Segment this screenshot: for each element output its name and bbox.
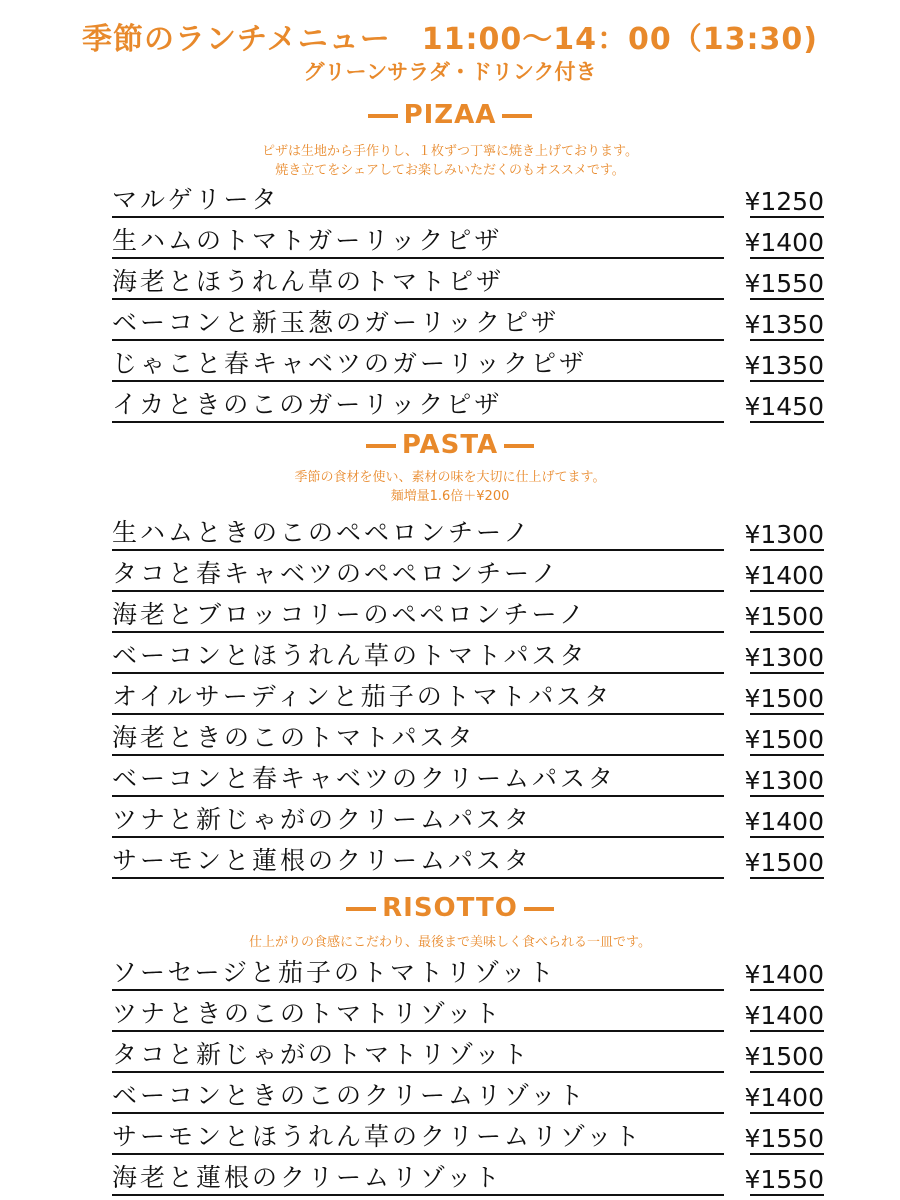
item-name: 海老とほうれん草のトマトピザ <box>112 267 505 296</box>
underline <box>112 713 724 715</box>
menu-item <box>112 720 824 756</box>
underline <box>112 1112 724 1114</box>
item-price: ¥1400 <box>744 960 824 989</box>
pizza-desc-line-1: ピザは生地から手作りし、１枚ずつ丁寧に焼き上げております。 <box>262 144 638 159</box>
item-name: ベーコンとほうれん草のトマトパスタ <box>112 641 588 670</box>
item-price: ¥1500 <box>744 684 824 713</box>
item-name: じゃこと春キャベツのガーリックピザ <box>112 349 588 378</box>
price-underline <box>750 1194 824 1196</box>
item-name: ベーコンときのこのクリームリゾット <box>112 1081 587 1110</box>
underline <box>112 672 724 674</box>
item-price: ¥1550 <box>744 1165 824 1194</box>
price-underline <box>750 1071 824 1073</box>
underline <box>112 257 724 259</box>
item-price: ¥1350 <box>744 310 824 339</box>
item-name: 海老とブロッコリーのペペロンチーノ <box>112 600 588 629</box>
title-dash <box>504 444 534 448</box>
menu-item <box>112 597 824 633</box>
pizza-description <box>0 142 900 180</box>
title-dash <box>524 907 554 911</box>
menu-item <box>112 1119 824 1155</box>
underline <box>112 421 724 423</box>
title-dash <box>502 114 532 118</box>
item-price: ¥1300 <box>744 643 824 672</box>
menu-item <box>112 1160 824 1196</box>
underline <box>112 836 724 838</box>
menu-item <box>112 515 824 551</box>
item-name: サーモンと蓮根のクリームパスタ <box>112 846 533 875</box>
risotto-title-text: RISOTTO <box>382 893 518 923</box>
underline <box>112 754 724 756</box>
item-price: ¥1400 <box>744 807 824 836</box>
menu-title: 季節のランチメニュー 11:00〜14：00（13:30) <box>82 22 818 57</box>
item-name: サーモンとほうれん草のクリームリゾット <box>112 1122 643 1151</box>
item-name: イカときのこのガーリックピザ <box>112 390 503 419</box>
item-price: ¥1500 <box>744 602 824 631</box>
item-name: 生ハムときのこのペペロンチーノ <box>112 518 532 547</box>
underline <box>112 1071 724 1073</box>
item-price: ¥1400 <box>744 1001 824 1030</box>
pasta-section-title <box>0 430 900 460</box>
price-underline <box>750 836 824 838</box>
menu-item <box>112 387 824 423</box>
menu-item <box>112 1078 824 1114</box>
item-name: ベーコンと新玉葱のガーリックピザ <box>112 308 560 337</box>
item-price: ¥1450 <box>744 392 824 421</box>
menu-item <box>112 556 824 592</box>
price-underline <box>750 380 824 382</box>
item-price: ¥1250 <box>744 187 824 216</box>
item-name: 生ハムのトマトガーリックピザ <box>112 226 503 255</box>
title-dash <box>366 444 396 448</box>
risotto-section-title <box>0 893 900 923</box>
pizza-title-text: PIZAA <box>403 100 497 130</box>
price-underline <box>750 631 824 633</box>
underline <box>112 877 724 879</box>
menu-item <box>112 223 824 259</box>
menu-item <box>112 802 824 838</box>
menu-item <box>112 264 824 300</box>
underline <box>112 380 724 382</box>
item-price: ¥1400 <box>744 561 824 590</box>
menu-item <box>112 182 824 218</box>
pasta-desc-line-2: 麺増量1.6倍＋¥200 <box>390 489 510 504</box>
item-price: ¥1500 <box>744 848 824 877</box>
menu-item <box>112 843 824 879</box>
item-name: ベーコンと春キャベツのクリームパスタ <box>112 764 617 793</box>
pasta-desc-line-1: 季節の食材を使い、素材の味を大切に仕上げてます。 <box>294 470 606 485</box>
item-price: ¥1550 <box>744 1124 824 1153</box>
price-underline <box>750 549 824 551</box>
item-price: ¥1350 <box>744 351 824 380</box>
item-name: オイルサーディンと茄子のトマトパスタ <box>112 682 613 711</box>
underline <box>112 795 724 797</box>
underline <box>112 1153 724 1155</box>
underline <box>112 631 724 633</box>
price-underline <box>750 1112 824 1114</box>
item-name: ソーセージと茄子のトマトリゾット <box>112 958 557 987</box>
item-price: ¥1400 <box>744 1083 824 1112</box>
price-underline <box>750 257 824 259</box>
underline <box>112 1194 724 1196</box>
price-underline <box>750 672 824 674</box>
risotto-desc-line-1: 仕上がりの食感にこだわり、最後まで美味しく食べられる一皿です。 <box>249 935 651 950</box>
item-name: 海老と蓮根のクリームリゾット <box>112 1163 503 1192</box>
menu-item <box>112 679 824 715</box>
menu-item <box>112 996 824 1032</box>
price-underline <box>750 754 824 756</box>
price-underline <box>750 1030 824 1032</box>
item-name: タコと新じゃがのトマトリゾット <box>112 1040 531 1069</box>
underline <box>112 989 724 991</box>
pasta-description <box>0 468 900 506</box>
menu-item <box>112 305 824 341</box>
price-underline <box>750 590 824 592</box>
item-name: マルゲリータ <box>112 185 280 214</box>
price-underline <box>750 877 824 879</box>
item-price: ¥1500 <box>744 725 824 754</box>
menu-item <box>112 346 824 382</box>
item-price: ¥1300 <box>744 520 824 549</box>
item-name: ツナと新じゃがのクリームパスタ <box>112 805 533 834</box>
price-underline <box>750 339 824 341</box>
price-underline <box>750 421 824 423</box>
pizza-section-title <box>0 100 900 130</box>
item-name: 海老ときのこのトマトパスタ <box>112 723 476 752</box>
underline <box>112 298 724 300</box>
price-underline <box>750 989 824 991</box>
risotto-description <box>0 933 900 952</box>
title-dash <box>346 907 376 911</box>
pizza-desc-line-2: 焼き立てをシェアしてお楽しみいただくのもオススメです。 <box>275 163 625 178</box>
price-underline <box>750 216 824 218</box>
menu-item <box>112 761 824 797</box>
menu-subtitle: グリーンサラダ・ドリンク付き <box>303 60 597 84</box>
item-name: ツナときのこのトマトリゾット <box>112 999 503 1028</box>
underline <box>112 1030 724 1032</box>
price-underline <box>750 298 824 300</box>
underline <box>112 590 724 592</box>
menu-item <box>112 638 824 674</box>
pasta-title-text: PASTA <box>401 430 499 460</box>
menu-item <box>112 955 824 991</box>
item-price: ¥1550 <box>744 269 824 298</box>
menu-item <box>112 1037 824 1073</box>
price-underline <box>750 713 824 715</box>
item-name: タコと春キャベツのペペロンチーノ <box>112 559 560 588</box>
title-dash <box>368 114 398 118</box>
underline <box>112 549 724 551</box>
item-price: ¥1500 <box>744 1042 824 1071</box>
item-price: ¥1400 <box>744 228 824 257</box>
underline <box>112 339 724 341</box>
underline <box>112 216 724 218</box>
price-underline <box>750 795 824 797</box>
item-price: ¥1300 <box>744 766 824 795</box>
price-underline <box>750 1153 824 1155</box>
